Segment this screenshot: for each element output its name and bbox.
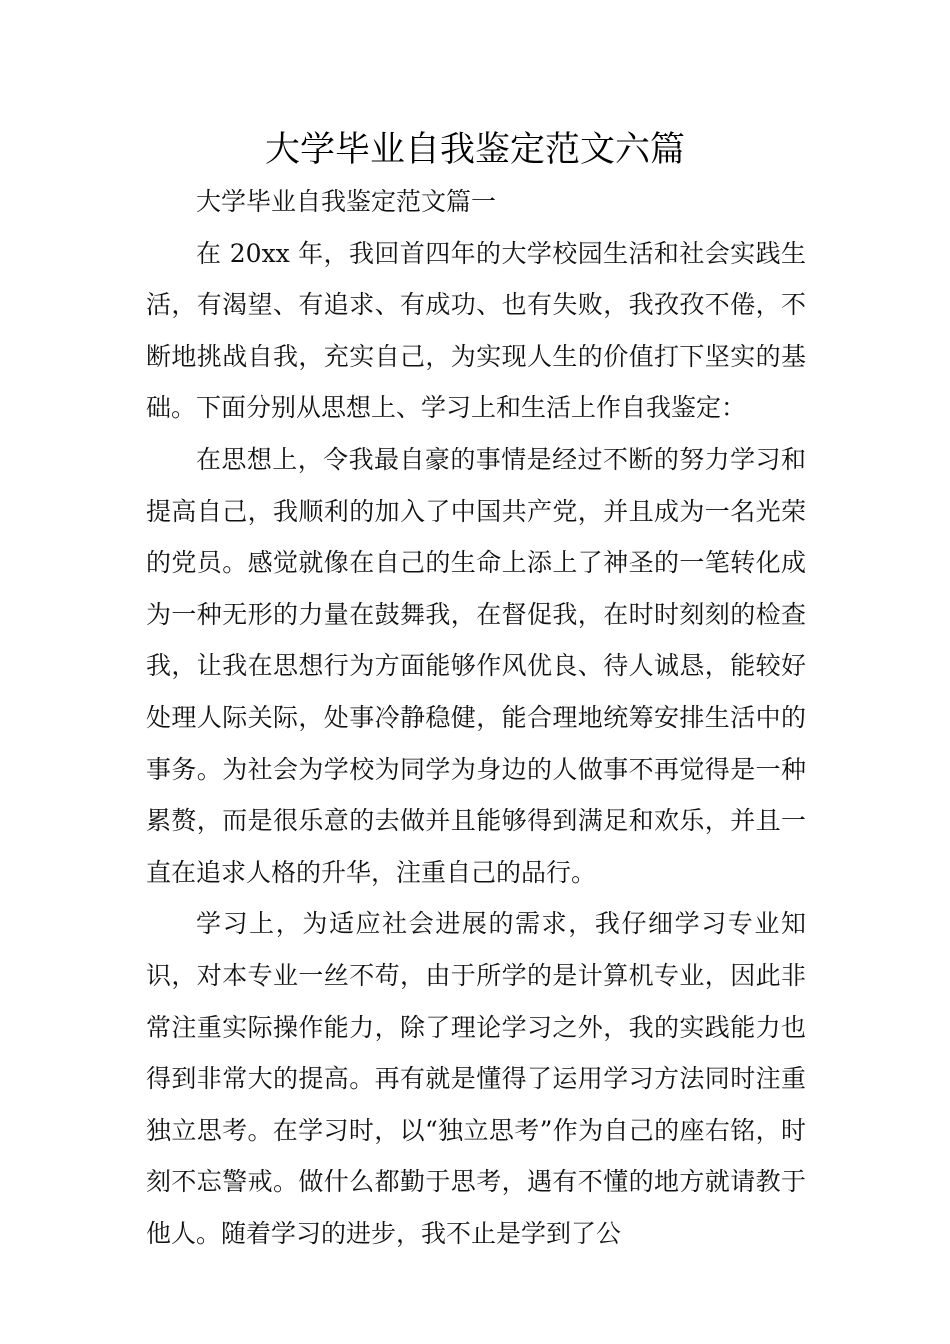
paragraph-intro: 在 20xx 年，我回首四年的大学校园生活和社会实践生活，有渴望、有追求、有成功、也有失败，我孜孜不倦，不断地挑战自我，充实自己，为实现人生的价值打下坚实的基础。下面分别从思想上、学习上和生活上作自我鉴定： <box>146 238 806 423</box>
paragraph-study: 学习上，为适应社会进展的需求，我仔细学习专业知识，对本专业一丝不苟，由于所学的是计算机专业，因此非常注重实际操作能力，除了理论学习之外，我的实践能力也得到非常大的提高。再有就是懂得了运用学习方法同时注重独立思考。在学习时，以“独立思考”作为自己的座右铭，时刻不忘警戒。做什么都勤于思考，遇有不懂的地方就请教于他人。随着学习的进步，我不止是学到了公 <box>146 909 806 1248</box>
document-body <box>146 176 806 1259</box>
section-heading: 大学毕业自我鉴定范文篇一 <box>196 187 497 216</box>
paragraph-thought: 在思想上，令我最自豪的事情是经过不断的努力学习和提高自己，我顺利的加入了中国共产党，并且成为一名光荣的党员。感觉就像在自己的生命上添上了神圣的一笔转化成为一种无形的力量在鼓舞我，在督促我，在时时刻刻的检查我，让我在思想行为方面能够作风优良、待人诚恳，能较好处理人际关际，处事冷静稳健，能合理地统筹安排生活中的事务。为社会为学校为同学为身边的人做事不再觉得是一种累赘，而是很乐意的去做并且能够得到满足和欢乐，并且一直在追求人格的升华，注重自己的品行。 <box>146 444 806 887</box>
document-title: 大学毕业自我鉴定范文六篇 <box>264 130 685 170</box>
